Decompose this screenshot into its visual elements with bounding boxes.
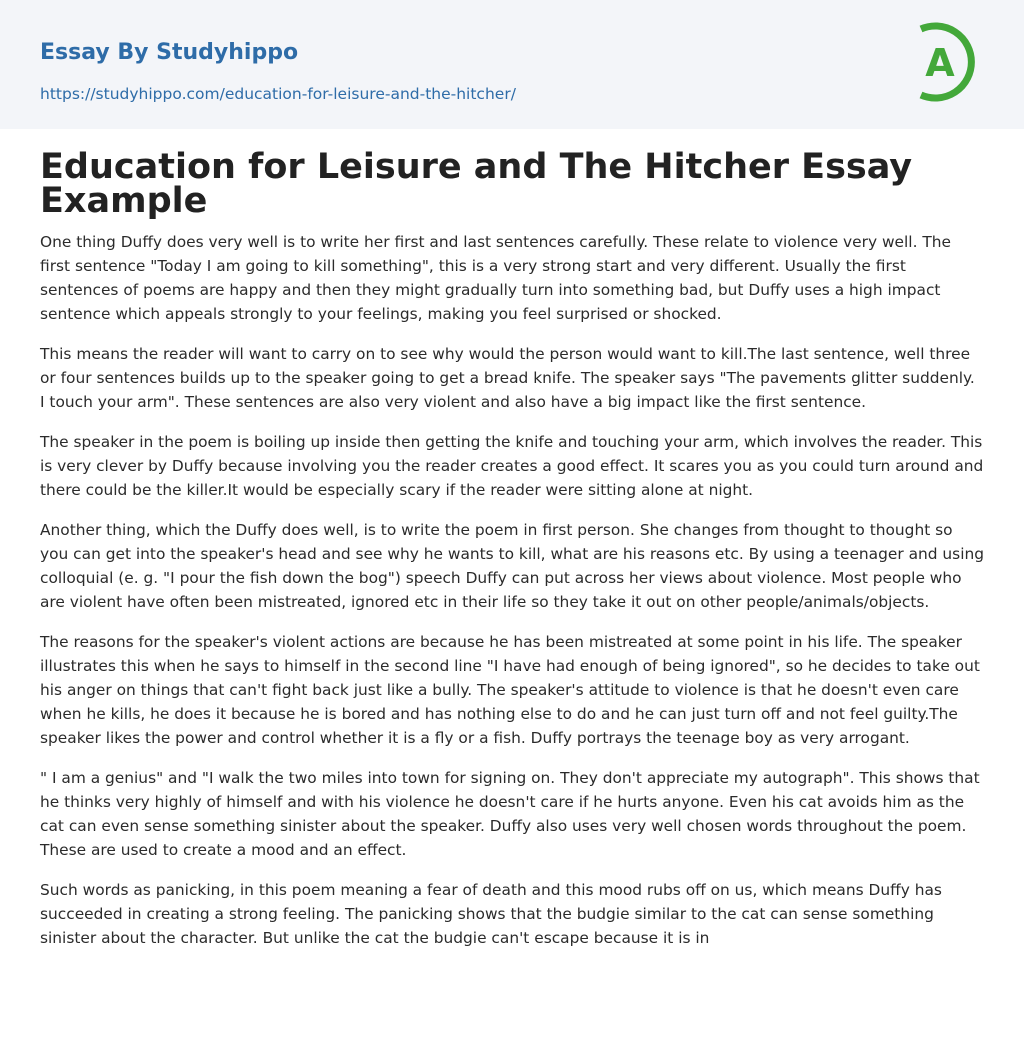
essay-url-link[interactable]: https://studyhippo.com/education-for-leisure-and-the-hitcher/ (40, 85, 516, 103)
article-paragraph: Another thing, which the Duffy does well, is to write the poem in first person. She changes from thought to thought so you can get into the speaker's head and see why he wants to kill, what are his reasons etc. By using a teenager and using colloquial (e. g. "I pour the fish down the bog") speech Duffy can put across her views about violence. Most people who are violent have often been mistreated, ignored etc in their life so they take it out on other people/animals/objects. (40, 521, 984, 611)
site-brand[interactable]: Essay By Studyhippo (40, 40, 299, 65)
article-paragraph: One thing Duffy does very well is to write her first and last sentences carefully. These relate to violence very well. The first sentence "Today I am going to kill something", this is a very strong start and very different. Usually the first sentences of poems are happy and then they might gradually turn into something bad, but Duffy uses a high impact sentence which appeals strongly to your feelings, making you feel surprised or shocked. (40, 233, 951, 323)
article-paragraph: Such words as panicking, in this poem meaning a fear of death and this mood rubs off on us, which means Duffy has succeeded in creating a strong feeling. The panicking shows that the budgie similar to the cat can sense something sinister about the character. But unlike the cat the budgie can't escape because it is in (40, 881, 942, 947)
article (0, 147, 1024, 950)
article-paragraph: This means the reader will want to carry on to see why would the person would want to kill.The last sentence, well three or four sentences builds up to the speaker going to get a bread knife. The speaker says "The pavements glitter suddenly. I touch your arm". These sentences are also very violent and also have a big impact like the first sentence. (40, 345, 975, 411)
logo-letter: A (925, 41, 955, 85)
studyhippo-logo-icon[interactable] (912, 19, 987, 105)
article-paragraph: The reasons for the speaker's violent actions are because he has been mistreated at some point in his life. The speaker illustrates this when he says to himself in the second line "I have had enough of being ignored", so he decides to take out his anger on things that can't fight back just like a bully. The speaker's attitude to violence is that he doesn't even care when he kills, he does it because he is bored and has nothing else to do and he can just turn off and not feel guilty.The speaker likes the power and control whether it is a fly or a fish. Duffy portrays the teenage boy as very arrogant. (40, 633, 980, 747)
site-header (0, 0, 1024, 129)
article-paragraph: " I am a genius" and "I walk the two miles into town for signing on. They don't appreciate my autograph". This shows that he thinks very highly of himself and with his violence he doesn't care if he hurts anyone. Even his cat avoids him as the cat can even sense something sinister about the speaker. Duffy also uses very well chosen words throughout the poem. These are used to create a mood and an effect. (40, 769, 980, 859)
article-title: Education for Leisure and The Hitcher Essay Example (40, 147, 913, 221)
article-paragraph: The speaker in the poem is boiling up inside then getting the knife and touching your arm, which involves the reader. This is very clever by Duffy because involving you the reader creates a good effect. It scares you as you could turn around and there could be the killer.It would be especially scary if the reader were sitting alone at night. (40, 433, 984, 499)
